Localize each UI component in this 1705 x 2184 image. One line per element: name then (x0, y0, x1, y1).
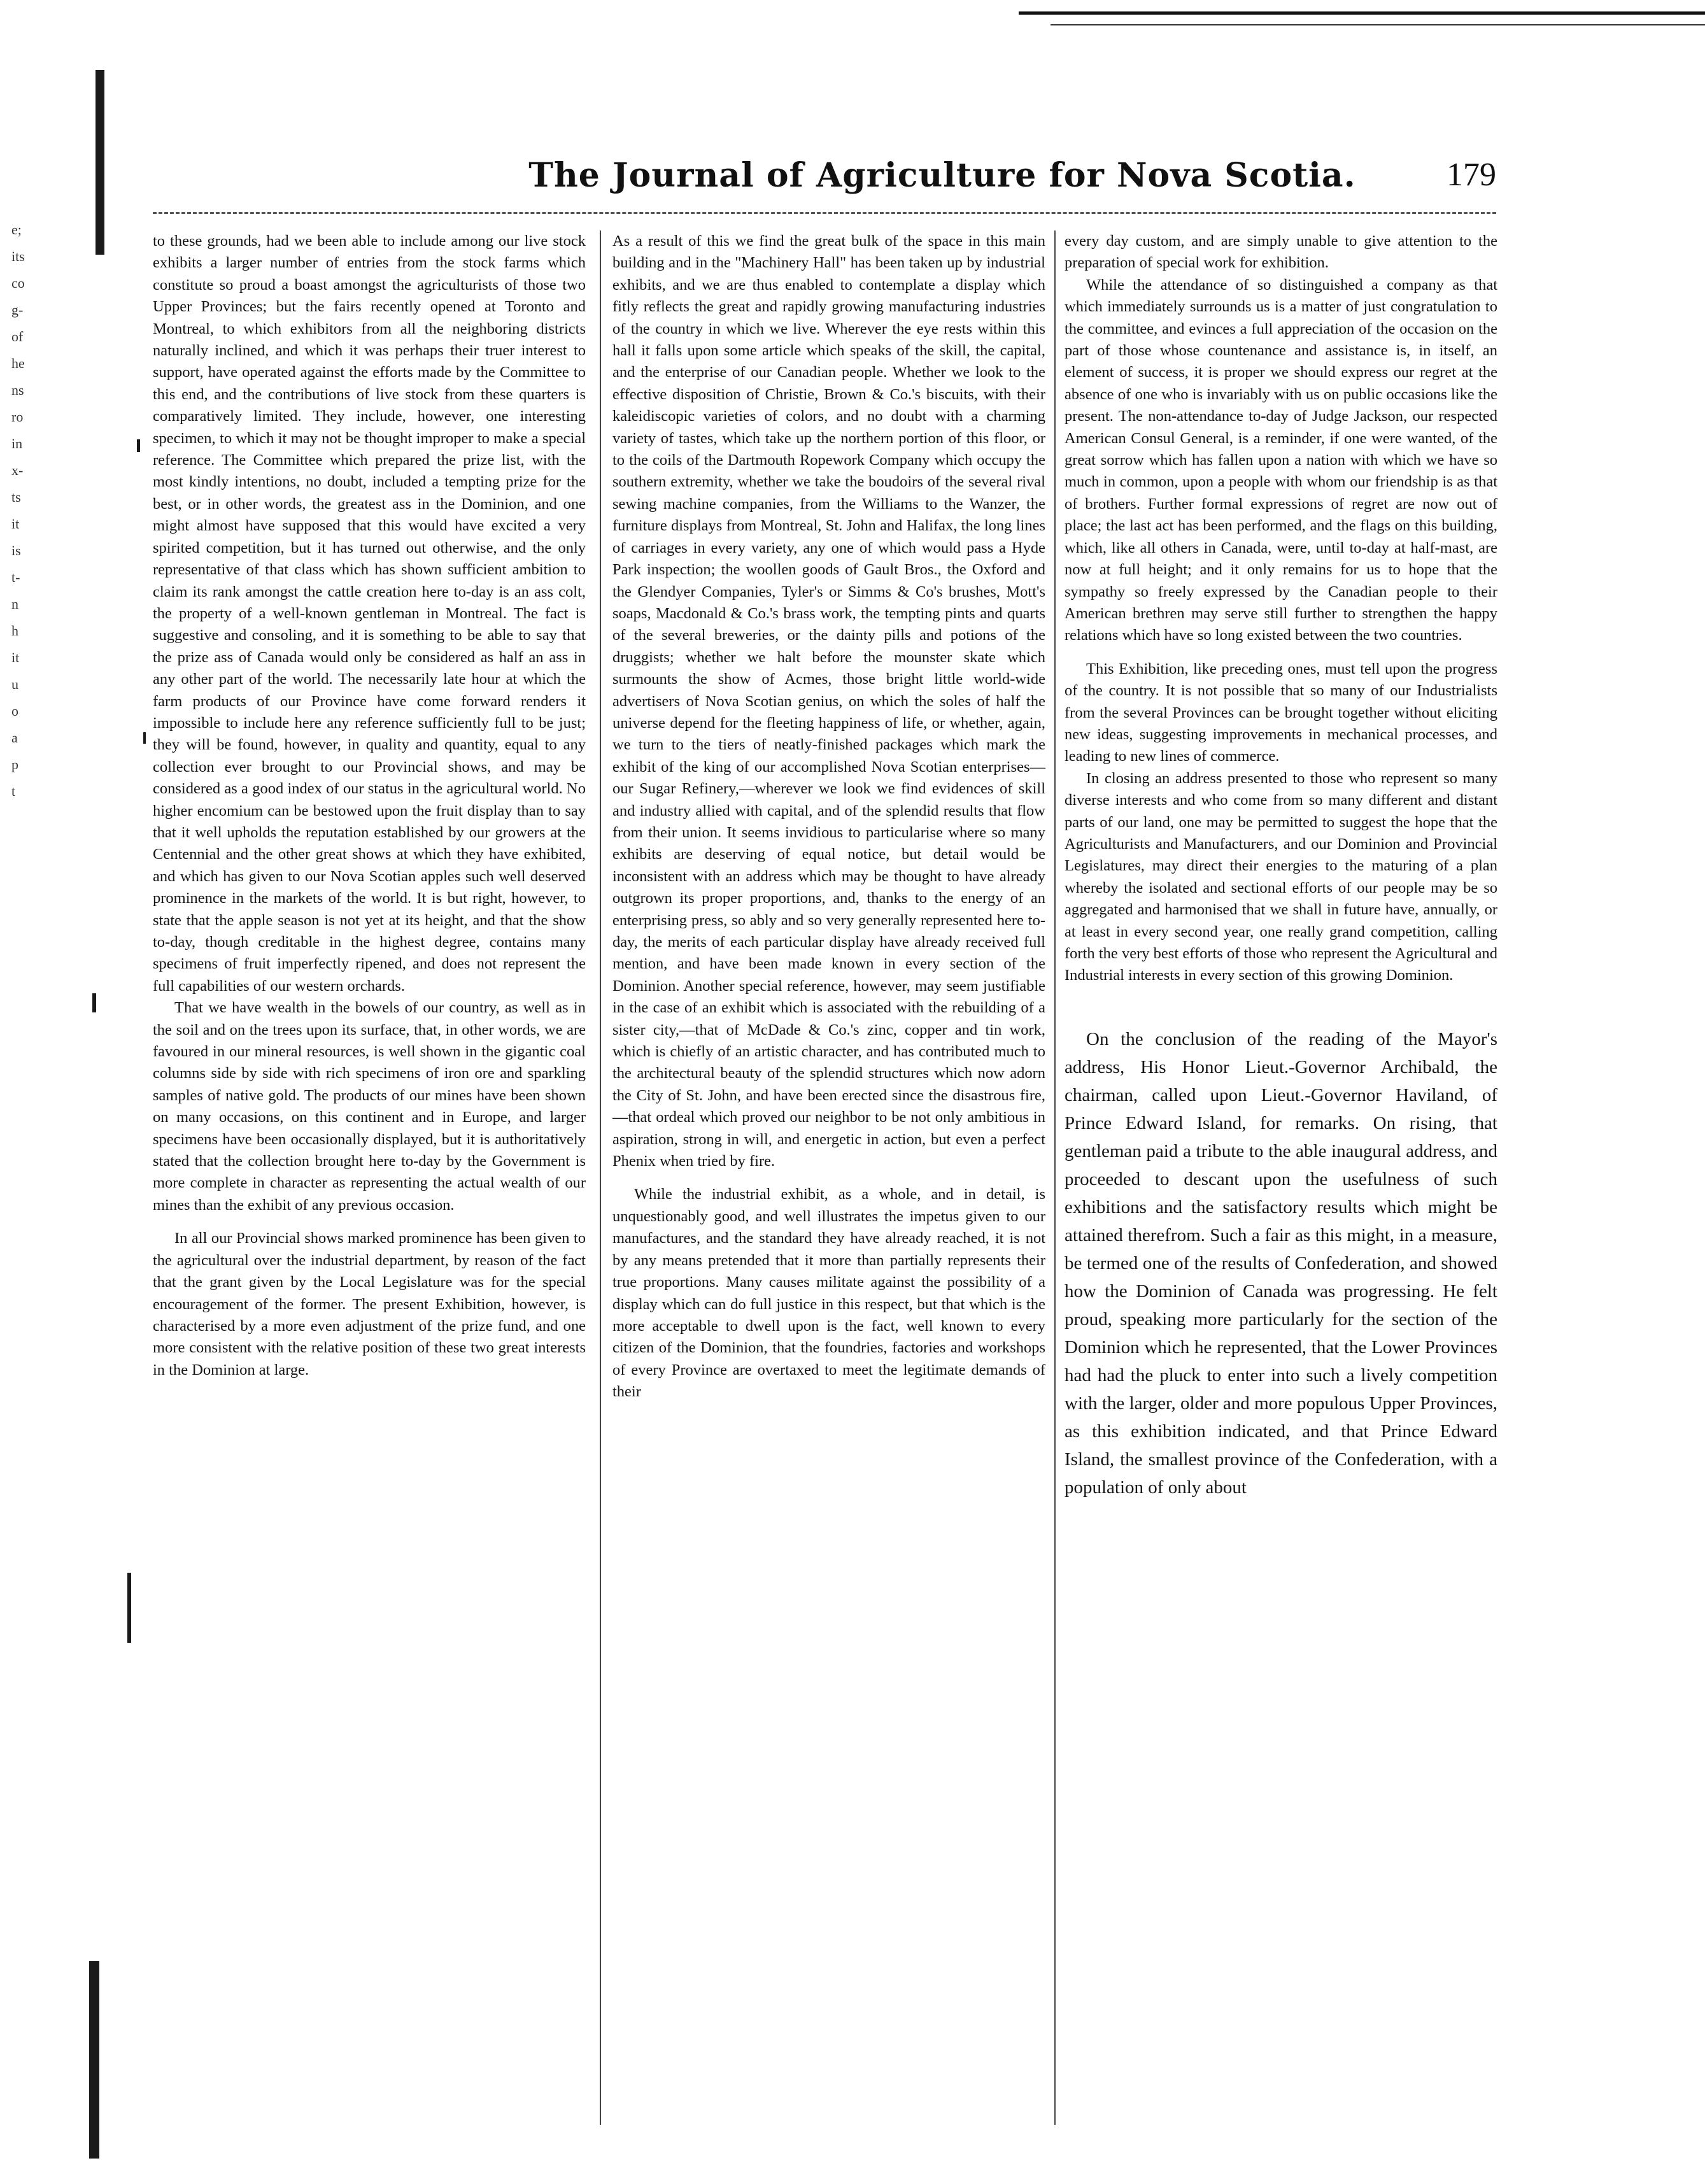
column-rule (600, 230, 601, 2125)
paragraph: to these grounds, had we been able to include among our live stock exhibits a larger number of entries from the stock farms which constitute so proud a boast amongst the agriculturists of those two Upper Provinces; but the fairs recently opened at Toronto and Montreal, to which exhibitors from all the neighboring districts naturally inclined, and which it was perhaps their truer interest to support, have operated against the efforts made by the Committee to this end, and the contributions of live stock from these quarters is comparatively limited. They include, however, one interesting specimen, to which it may not be thought improper to make a special reference. The Committee which prepared the prize list, with the most kindly intentions, no doubt, included a tempting prize for the best, or in other words, the greatest ass in the Dominion, and one might almost have supposed that this would have excited a very spirited competition, but it has turned out otherwise, and the only representative of that class which has shown sufficient ambition to claim its rank amongst the cattle creation here to-day is an ass colt, the property of a well-known gentleman in Montreal. The fact is suggestive and consoling, and it is something to be able to say that the prize ass of Canada would only be considered as half an ass in any other part of the world. The necessarily late hour at which the farm products of our Province have come forward renders it impossible to include here any reference sufficiently full to be just; they will be found, however, in quality and quantity, equal to any collection ever brought to our Provincial shows, and may be considered as a good index of our status in the agricultural world. No higher encomium can be bestowed upon the fruit display than to say that it well upholds the reputation established by our growers at the Centennial and the other great shows at which they have exhibited, and which has given to our Nova Scotian apples such well deserved prominence in the markets of the world. It is but right, however, to state that the apple season is not yet at its height, and that the show to-day, though creditable in the highest degree, contains many specimens of fruit imperfectly ripened, and does not represent the full capabilities of our western orchards. (153, 232, 586, 995)
column-2 (612, 230, 1045, 1403)
paragraph: That we have wealth in the bowels of our country, as well as in the soil and on the trees upon its surface, that, in other words, we are favoured in our mineral resources, is well shown in the gigantic coal columns side by side with rich specimens of iron ore and sparkling samples of native gold. The products of our mines have been shown on many occasions, on this continent and in Europe, and larger specimens have been occasionally displayed, but it is authoritatively stated that the collection brought here to-day by the Government is more complete in character as representing the actual wealth of our mines than the exhibit of any previous occasion. (153, 999, 586, 1214)
column-3 (1065, 230, 1497, 1501)
margin-fragment: is (11, 542, 21, 558)
margin-fragment: h (11, 623, 18, 639)
top-edge-rule-thin (1051, 24, 1705, 25)
margin-fragment: o (11, 703, 18, 719)
margin-fragment: a (11, 730, 18, 746)
paragraph: On the conclusion of the reading of the Mayor's address, His Honor Lieut.-Governor Archibald, the chairman, called upon Lieut.-Governor Haviland, of Prince Edward Island, for remarks. On rising, that gentleman paid a tribute to the able inaugural address, and proceeded to descant upon the usefulness of such exhibitions and the satisfactory results which might be attained therefrom. Such a fair as this might, in a measure, be termed one of the results of Confederation, and showed how the Dominion of Canada was progressing. He felt proud, speaking more particularly for the section of the Dominion which he represented, that the Lower Provinces had had the pluck to enter into such a lively competition with the larger, older and more populous Upper Provinces, as this exhibition indicated, and that Prince Edward Island, the smallest province of the Confederation, with a population of only about (1065, 1028, 1497, 1498)
margin-fragment: in (11, 436, 23, 451)
margin-fragment: x- (11, 462, 24, 478)
margin-fragment: it (11, 649, 20, 665)
margin-fragment: ro (11, 409, 24, 425)
margin-fragment: g- (11, 302, 24, 318)
margin-fragment: e; (11, 222, 22, 238)
paragraph: In closing an address presented to those who represent so many diverse interests and who come from so many different and distant parts of our land, one may be permitted to suggest the hope that the Agriculturists and Manufacturers, and our Dominion and Provincial Legislatures, may direct their energies to the maturing of a plan whereby the isolated and sectional efforts of our people may be so aggregated and harmonised that we shall in future have, annually, or at least in every second year, one really grand competition, calling forth the very best efforts of those who represent the Agricultural and Industrial interests in every section of this growing Dominion. (1065, 769, 1497, 984)
paragraph: As a result of this we find the great bulk of the space in this main building and in the "Machinery Hall" has been taken up by industrial exhibits, and we are thus enabled to contemplate a display which fitly reflects the great and rapidly growing manufacturing industries of the country in which we live. Wherever the eye rests within this hall it falls upon some article which speaks of the skill, the capital, and the enterprise of our Canadian people. Whether we look to the effective disposition of Christie, Brown & Co.'s biscuits, with their kaleidiscopic varieties of colors, and no doubt with a charming variety of tastes, which take up the northern portion of this floor, or to the coils of the Dartmouth Ropework Company which occupy the southern extremity, whether we take the boudoirs of the several rival sewing machine companies, from the Williams to the Wanzer, the furniture displays from Montreal, St. John and Halifax, the long lines of carriages in every variety, any one of which would pass a Hyde Park inspection; the woollen goods of Gault Bros., the Oxford and the Glendyer Companies, Tyler's or Simms & Co's brushes, Mott's soaps, Macdonald & Co.'s brass work, the tempting pints and quarts of the several breweries, or the dainty pills and potions of the druggists; whether we halt before the mounster skate which surmounts the show of Acmes, those bright little world-wide advertisers of Nova Scotian genius, on which the soles of half the universe depend for the fleeting happiness of life, or whether, again, we turn to the tiers of neatly-finished packages which mark the exhibit of the king of our accomplished Nova Scotian enterprises—our Sugar Refinery,—wherever we look we find evidences of skill and industry allied with capital, and of the splendid results that flow from their union. It seems invidious to particularise where so many exhibits are deserving of equal notice, but detail would be inconsistent with an address which may be thought to have already outgrown its proper proportions, and, thanks to the energy of an enterprising press, so ably and so very generally represented here to-day, the merits of each particular display have already received full mention, and have been made known in every section of the Dominion. Another special reference, however, may seem justifiable in the case of an exhibit which is associated with the rebuilding of a sister city,—that of McDade & Co.'s zinc, copper and tin work, which is chiefly of an artistic character, and has contributed much to the architectural beauty of the splendid structures which now adorn the City of St. John, and have been erected since the disastrous fire,—that ordeal which proved our neighbor to be not only ambitious in aspiration, strong in will, and energetic in action, but even a perfect Phenix when tried by fire. (612, 232, 1045, 1170)
header-rule (153, 212, 1496, 214)
running-title: The Journal of Agriculture for Nova Scotia. (528, 156, 1356, 195)
page-header (153, 156, 1496, 216)
column-rule (1054, 230, 1056, 2125)
paragraph: While the industrial exhibit, as a whole, and in detail, is unquestionably good, and well illustrates the impetus given to our manufactures, and the standard they have already reached, it is not by any means pretended that it more than partially represents their true proportions. Many causes militate against the possibility of a display which can do full justice in this respect, but that which is the more acceptable to dwell upon is the fact, well known to every citizen of the Dominion, that the foundries, factories and workshops of every Province are overtaxed to meet the legitimate demands of their (612, 1186, 1045, 1401)
paragraph: In all our Provincial shows marked prominence has been given to the agricultural over the industrial department, by reason of the fact that the grant given by the Local Legislature was for the special encouragement of the former. The present Exhibition, however, is characterised by a more even adjustment of the prize fund, and one more consistent with the relative position of these two great interests in the Dominion at large. (153, 1230, 586, 1379)
margin-bleed-mark (137, 439, 140, 452)
margin-bleed-mark (143, 732, 146, 744)
margin-fragment: it (11, 516, 20, 532)
margin-fragment: ts (11, 489, 21, 505)
margin-fragment: of (11, 329, 24, 344)
column-1 (153, 230, 586, 1381)
margin-fragment: t (11, 783, 16, 799)
page-number: 179 (1447, 157, 1496, 193)
top-edge-rule (1019, 11, 1705, 15)
margin-bleed-mark (92, 993, 96, 1012)
margin-fragment: t- (11, 569, 20, 585)
margin-fragment: ns (11, 382, 24, 398)
margin-fragment: its (11, 248, 25, 264)
margin-bleed-mark (127, 1573, 131, 1643)
paragraph: every day custom, and are simply unable to give attention to the preparation of special work for exhibition. (1065, 232, 1497, 272)
margin-bleed-mark (89, 1961, 99, 2159)
paragraph: This Exhibition, like preceding ones, must tell upon the progress of the country. It is not possible that so many of our Industrialists from the several Provinces can be brought together without eliciting new ideas, suggesting improvements in mechanical processes, and leading to new lines of commerce. (1065, 660, 1497, 765)
margin-fragment: n (11, 596, 18, 612)
margin-fragment: he (11, 355, 25, 371)
margin-fragment: co (11, 275, 25, 291)
margin-bleed-mark (96, 70, 104, 255)
margin-fragment: u (11, 676, 18, 692)
margin-fragment: p (11, 756, 18, 772)
paragraph: While the attendance of so distinguished a company as that which immediately surrounds us is a matter of just congratulation to the committee, and evinces a full appreciation of the occasion on the part of those whose countenance and assistance is, in itself, an element of success, it is proper we should express our regret at the absence of one who is invariably with us on public occasions like the present. The non-attendance to-day of Judge Jackson, our respected American Consul General, is a reminder, if one were wanted, of the great sorrow which has fallen upon a nation with which we have so much in common, upon a people with whom our friendship is as that of brothers. Further formal expressions of regret are now out of place; the last act has been performed, and the flags on this building, which, like all others in Canada, were, until to-day at half-mast, are now at full height; and it only remains for us to hope that the sympathy so freely expressed by the Canadian people to their American brethren may serve still further to strengthen the happy relations which have so long existed between the two countries. (1065, 276, 1497, 644)
